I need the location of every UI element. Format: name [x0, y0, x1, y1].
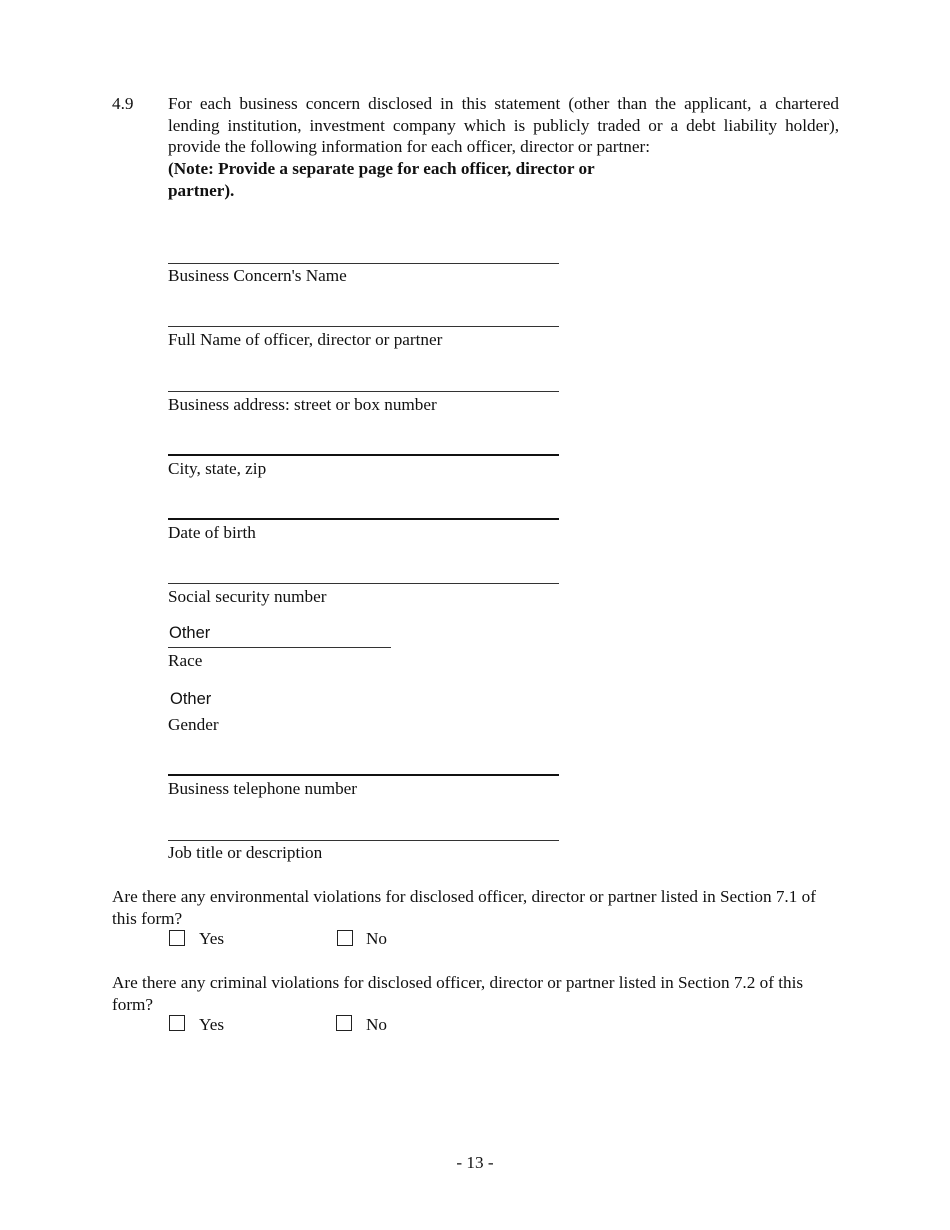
- race-label: Race: [168, 651, 203, 670]
- date-of-birth-line: [168, 518, 559, 520]
- environmental-yes-checkbox[interactable]: [169, 930, 185, 946]
- business-address-label: Business address: street or box number: [168, 395, 437, 414]
- business-address-line: [168, 391, 559, 392]
- environmental-yes-label: Yes: [199, 929, 225, 948]
- officer-name-label: Full Name of officer, director or partner: [168, 330, 443, 349]
- environmental-no-checkbox[interactable]: [337, 930, 353, 946]
- environmental-no-label: No: [366, 929, 388, 948]
- criminal-violations-question: Are there any criminal violations for disclosed officer, director or partner listed in Section 7.2 of this form?: [112, 973, 804, 1014]
- date-of-birth-label: Date of birth: [168, 523, 256, 542]
- gender-input[interactable]: Other: [170, 690, 212, 708]
- gender-label: Gender: [168, 715, 219, 734]
- race-line: [168, 647, 391, 648]
- job-title-label: Job title or description: [168, 843, 323, 862]
- officer-name-line: [168, 326, 559, 327]
- criminal-no-label: No: [366, 1015, 388, 1034]
- city-state-zip-line: [168, 454, 559, 456]
- ssn-label: Social security number: [168, 587, 327, 606]
- section-number: 4.9: [112, 94, 134, 113]
- city-state-zip-label: City, state, zip: [168, 459, 267, 478]
- criminal-no-checkbox[interactable]: [336, 1015, 352, 1031]
- environmental-violations-question: Are there any environmental violations for disclosed officer, director or partner listed in Section 7.1 of this form?: [112, 887, 816, 928]
- race-input[interactable]: Other: [169, 624, 211, 642]
- section-intro-text: For each business concern disclosed in this statement (other than the applicant, a chartered lending institution, investment company which is publicly traded or a debt liability holder), provide the following information for each officer, director or partner:: [168, 94, 839, 156]
- job-title-line: [168, 840, 559, 841]
- criminal-yes-label: Yes: [199, 1015, 225, 1034]
- business-phone-line: [168, 774, 559, 776]
- business-name-label: Business Concern's Name: [168, 266, 347, 285]
- section-note: (Note: Provide a separate page for each officer, director or partner).: [168, 159, 595, 200]
- ssn-line: [168, 583, 559, 584]
- criminal-yes-checkbox[interactable]: [169, 1015, 185, 1031]
- business-phone-label: Business telephone number: [168, 779, 358, 798]
- page-number: - 13 -: [456, 1153, 494, 1172]
- business-name-line: [168, 263, 559, 264]
